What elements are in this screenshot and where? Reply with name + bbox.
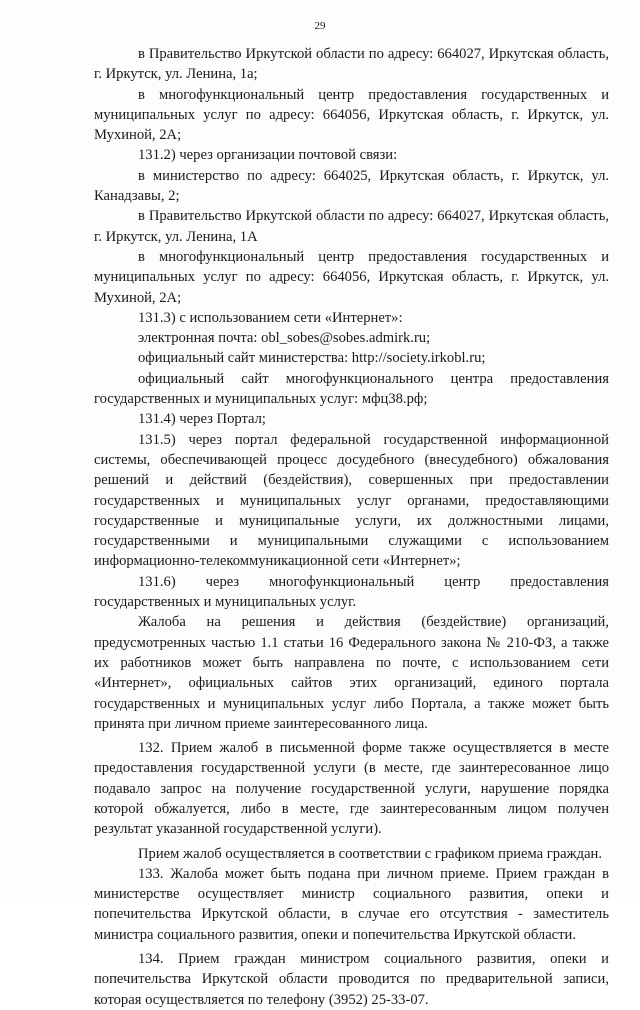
paragraph-17: 133. Жалоба может быть подана при личном приеме. Прием граждан в министерстве осуществляет министр социального развития, опеки и попечительства Иркутской области, в случае его отсутствия - заместитель министра социального развития, опеки и попечительства Иркутской области. [94, 865, 609, 943]
page-number: 29 [314, 20, 326, 32]
paragraph-9: официальный сайт министерства: http://society.irkobl.ru; [138, 350, 486, 367]
paragraph-8: электронная почта: obl_sobes@sobes.admirk.ru; [138, 330, 431, 347]
paragraph-1: в Правительство Иркутской области по адресу: 664027, Иркутская область, г. Иркутск, ул. Ленина, 1а; [94, 46, 609, 83]
paragraph-4: в министерство по адресу: 664025, Иркутская область, г. Иркутск, ул. Канадзавы, 2; [94, 167, 609, 205]
paragraph-6: в многофункциональный центр предоставления государственных и муниципальных услуг по адресу: 664056, Иркутская область, г. Иркутск, ул. Мухиной, 2А; [94, 248, 609, 306]
paragraph-3: 131.2) через организации почтовой связи: [138, 147, 398, 164]
paragraph-12: 131.5) через портал федеральной государственной информационной системы, обеспечивающей процесс досудебного (внесудебного) обжалования решений и действий (бездействия), совершенных при предоставлении государственных и муниципальных услуг органами, предоставляющими государственные и муниципальные услуги, их должностными лицами, государственными и муниципальными служащими с использованием информационно-телекоммуникационной сети «Интернет»; [94, 431, 609, 570]
paragraph-16: Прием жалоб осуществляется в соответствии с графиком приема граждан. [138, 845, 602, 862]
paragraph-18: 134. Прием граждан министром социального развития, опеки и попечительства Иркутской области проводится по предварительной записи, которая осуществляется по телефону (3952) 25-33-07. [94, 951, 609, 1008]
paragraph-10: официальный сайт многофункционального центра предоставления государственных и муниципальных услуг: мфц38.рф; [94, 370, 609, 408]
paragraph-13: 131.6) через многофункциональный центр предоставления государственных и муниципальных услуг. [94, 573, 609, 611]
document-body [94, 44, 609, 1010]
paragraph-14: Жалоба на решения и действия (бездействие) организаций, предусмотренных частью 1.1 статьи 16 Федерального закона № 210-ФЗ, а также их работников может быть направлена по почте, с использованием сети «Интернет», официальных сайтов этих организаций, единого портала государственных и муниципальных услуг либо Портала, а также может быть принята при личном приеме заинтересованного лица. [94, 614, 609, 732]
paragraph-2: в многофункциональный центр предоставления государственных и муниципальных услуг по адресу: 664056, Иркутская область, г. Иркутск, ул. Мухиной, 2А; [94, 86, 609, 144]
paragraph-15: 132. Прием жалоб в письменной форме также осуществляется в месте предоставления государственной услуги (в месте, где заинтересованное лицо подавало запрос на получение государственной услуги, нарушение порядка которой обжалуется, либо в месте, где заинтересованным лицом получен результат указанной государственной услуги). [94, 740, 609, 838]
paragraph-7: 131.3) с использованием сети «Интернет»: [138, 309, 403, 326]
paragraph-11: 131.4) через Портал; [138, 411, 266, 428]
paragraph-5: в Правительство Иркутской области по адресу: 664027, Иркутская область, г. Иркутск, ул. Ленина, 1А [94, 208, 609, 245]
